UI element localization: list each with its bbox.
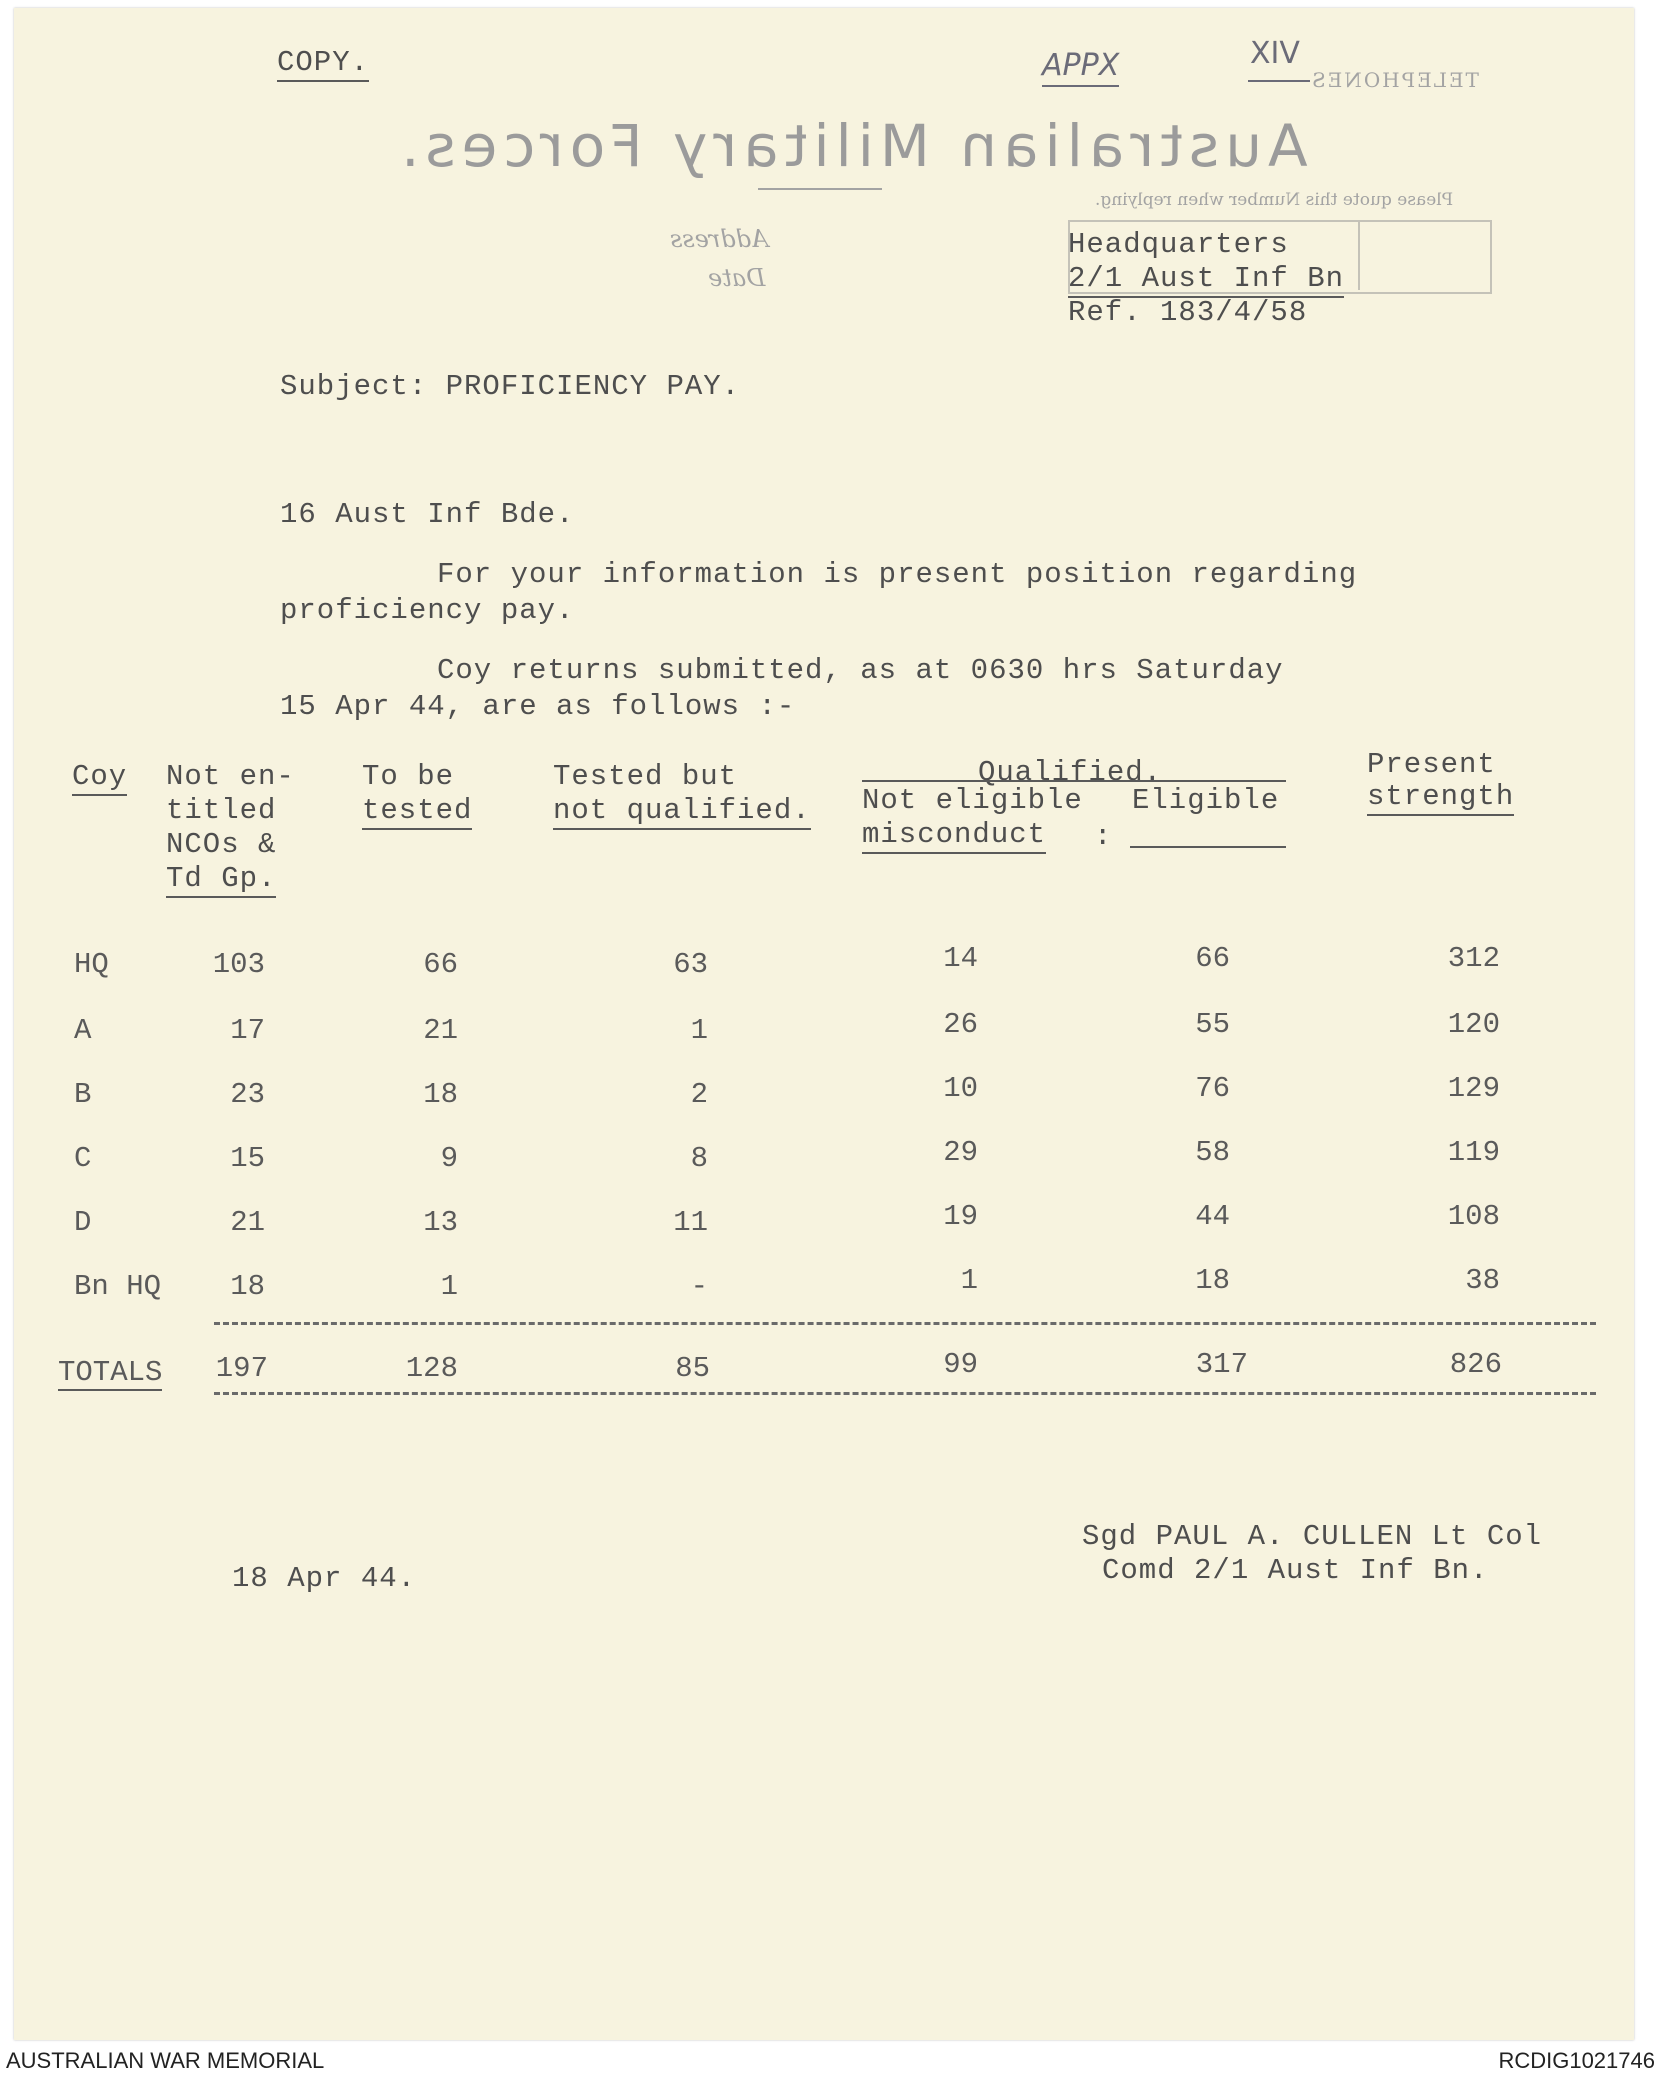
table-cell: 108	[1447, 1200, 1500, 1233]
table-cell: 58	[1195, 1136, 1230, 1169]
table-cell: 26	[943, 1008, 978, 1041]
closing-date: 18 Apr 44.	[232, 1562, 417, 1595]
totals-cell: 85	[675, 1352, 710, 1385]
totals-cell: 826	[1449, 1348, 1502, 1381]
totals-cell: 128	[405, 1352, 458, 1385]
header-eligible: Eligible	[1132, 784, 1280, 817]
footer-source: AUSTRALIAN WAR MEMORIAL	[6, 2048, 325, 2073]
addressee: 16 Aust Inf Bde.	[280, 498, 575, 531]
table-cell: 29	[943, 1136, 978, 1169]
header-present-l1: Present	[1367, 748, 1496, 781]
table-cell: 21	[423, 1014, 458, 1047]
address-mirrored: Address	[670, 225, 769, 253]
para2-line2: 15 Apr 44, are as follows :-	[280, 690, 796, 723]
table-cell: 55	[1195, 1008, 1230, 1041]
header-qualified: Qualified.	[978, 756, 1163, 789]
table-cell: 15	[230, 1142, 265, 1175]
hq-line-2: 2/1 Aust Inf Bn	[1068, 262, 1344, 298]
table-cell: 119	[1447, 1136, 1500, 1169]
para2-line1: Coy returns submitted, as at 0630 hrs Saturday	[437, 654, 1284, 687]
totals-cell: 317	[1195, 1348, 1248, 1381]
table-cell: 23	[230, 1078, 265, 1111]
table-cell: 76	[1195, 1072, 1230, 1105]
table-cell: 66	[1195, 942, 1230, 975]
row-coy-label: B	[74, 1078, 92, 1111]
table-cell: 8	[690, 1142, 708, 1175]
copy-label: COPY.	[277, 46, 369, 82]
please-quote-mirrored: Please quote this Number when replying.	[1095, 190, 1454, 210]
row-coy-label: D	[74, 1206, 92, 1239]
header-to-be-tested-l2: tested	[362, 794, 472, 830]
table-cell: 63	[673, 948, 708, 981]
header-not-entitled-l1: Not en-	[166, 760, 295, 793]
table-cell: 1	[440, 1270, 458, 1303]
header-not-eligible-l1: Not eligible	[862, 784, 1083, 817]
table-cell: 11	[673, 1206, 708, 1239]
row-coy-label: Bn HQ	[74, 1270, 162, 1303]
signature-line-2: Comd 2/1 Aust Inf Bn.	[1102, 1554, 1489, 1587]
reference-box-divider	[1358, 220, 1360, 290]
totals-separator-bottom	[214, 1392, 1596, 1395]
header-tested-l2: not qualified.	[553, 794, 811, 830]
header-not-entitled-l3: NCOs &	[166, 828, 277, 861]
totals-cell: 197	[215, 1352, 268, 1385]
table-cell: 18	[1195, 1264, 1230, 1297]
header-to-be-tested-l1: To be	[362, 760, 455, 793]
row-coy-label: C	[74, 1142, 92, 1175]
table-cell: 19	[943, 1200, 978, 1233]
row-coy-label: A	[74, 1014, 92, 1047]
table-cell: 18	[230, 1270, 265, 1303]
header-coy: Coy	[72, 760, 127, 796]
table-cell: 10	[943, 1072, 978, 1105]
letterhead-rule	[758, 188, 882, 190]
date-mirrored: Date	[708, 264, 766, 292]
table-cell: -	[690, 1270, 708, 1303]
header-not-entitled-l2: titled	[166, 794, 277, 827]
header-not-entitled-l4: Td Gp.	[166, 862, 276, 898]
table-cell: 13	[423, 1206, 458, 1239]
letterhead-mirrored: Australian Military Forces.	[395, 112, 1308, 180]
table-cell: 1	[690, 1014, 708, 1047]
footer-identifier: RCDIG1021746	[1498, 2048, 1655, 2073]
xiv-annotation: XIV	[1250, 36, 1300, 71]
row-coy-label: HQ	[74, 948, 109, 981]
qualified-rule	[862, 780, 1286, 782]
totals-cell: 99	[943, 1348, 978, 1381]
table-cell: 38	[1465, 1264, 1500, 1297]
table-cell: 2	[690, 1078, 708, 1111]
header-tested-l1: Tested but	[553, 760, 738, 793]
table-cell: 44	[1195, 1200, 1230, 1233]
xiv-underline	[1248, 80, 1310, 82]
table-cell: 18	[423, 1078, 458, 1111]
signature-line-1: Sgd PAUL A. CULLEN Lt Col	[1082, 1520, 1543, 1553]
telephones-mirrored: TELEPHONES	[1310, 68, 1479, 92]
para1-line1: For your information is present position regarding	[437, 558, 1358, 591]
appx-annotation: APPX	[1042, 48, 1119, 87]
table-cell: 66	[423, 948, 458, 981]
table-cell: 9	[440, 1142, 458, 1175]
totals-label: TOTALS	[58, 1356, 163, 1389]
table-cell: 14	[943, 942, 978, 975]
eligible-rule	[1130, 846, 1286, 848]
table-cell: 17	[230, 1014, 265, 1047]
subject-line: Subject: PROFICIENCY PAY.	[280, 370, 741, 403]
table-cell: 312	[1447, 942, 1500, 975]
table-cell: 120	[1447, 1008, 1500, 1041]
reference-number: Ref. 183/4/58	[1068, 296, 1308, 329]
totals-separator-top	[214, 1322, 1596, 1325]
table-cell: 21	[230, 1206, 265, 1239]
table-cell: 129	[1447, 1072, 1500, 1105]
table-cell: 1	[960, 1264, 978, 1297]
header-not-eligible-l2: misconduct	[862, 818, 1046, 854]
table-cell: 103	[212, 948, 265, 981]
header-colon: :	[1094, 820, 1113, 853]
para1-line2: proficiency pay.	[280, 594, 575, 627]
header-present-l2: strength	[1367, 780, 1514, 816]
hq-line-1: Headquarters	[1068, 228, 1289, 261]
